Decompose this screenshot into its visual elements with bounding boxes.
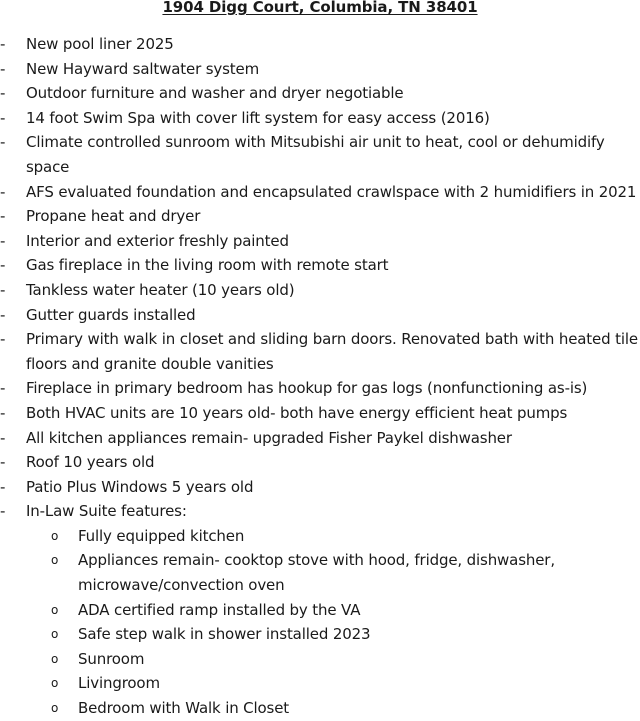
sub-list-item-text: ADA certified ramp installed by the VA: [78, 600, 361, 619]
features-list: [0, 32, 640, 721]
sub-list-item-text: Bedroom with Walk in Closet: [78, 699, 290, 718]
bullet-dash: -: [0, 133, 6, 152]
bullet-dash: -: [0, 330, 6, 349]
sub-bullet-circle: o: [51, 701, 59, 716]
list-item: [0, 499, 640, 720]
bullet-dash: -: [0, 108, 6, 127]
list-item: [0, 57, 640, 82]
list-item-text: AFS evaluated foundation and encapsulated crawlspace with 2 humidifiers in 2021: [26, 182, 637, 201]
bullet-dash: -: [0, 379, 6, 398]
list-item: [0, 130, 640, 179]
list-item: [0, 401, 640, 426]
sub-bullet-circle: o: [51, 553, 59, 568]
sub-bullet-circle: o: [51, 651, 59, 666]
sub-list-item: [0, 671, 640, 696]
list-item: [0, 81, 640, 106]
list-item-text: Interior and exterior freshly painted: [26, 231, 289, 250]
list-item-text: Primary with walk in closet and sliding barn doors. Renovated bath with heated tile floors and granite double vanities: [26, 330, 638, 373]
list-item: [0, 229, 640, 254]
list-item-text: Patio Plus Windows 5 years old: [26, 477, 254, 496]
bullet-dash: -: [0, 84, 6, 103]
sub-bullet-circle: o: [51, 676, 59, 691]
sub-bullet-circle: o: [51, 528, 59, 543]
bullet-dash: -: [0, 207, 6, 226]
bullet-dash: -: [0, 256, 6, 275]
bullet-dash: -: [0, 231, 6, 250]
list-item: [0, 180, 640, 205]
list-item: [0, 106, 640, 131]
list-item-text: Tankless water heater (10 years old): [26, 280, 295, 299]
sub-list-item-text: Sunroom: [78, 649, 145, 668]
bullet-dash: -: [0, 280, 6, 299]
list-item-text: Gutter guards installed: [26, 305, 196, 324]
list-item-text: Outdoor furniture and washer and dryer negotiable: [26, 84, 404, 103]
list-item-text: Propane heat and dryer: [26, 207, 201, 226]
list-item-text: 14 foot Swim Spa with cover lift system for easy access (2016): [26, 108, 490, 127]
sub-list-item-text: Appliances remain- cooktop stove with hood, fridge, dishwasher, microwave/convection oven: [78, 551, 555, 595]
document-title: 1904 Digg Court, Columbia, TN 38401: [162, 0, 478, 16]
list-item-text: Both HVAC units are 10 years old- both have energy efficient heat pumps: [26, 403, 568, 422]
list-item: [0, 327, 640, 376]
sub-list-item-text: Livingroom: [78, 674, 160, 693]
bullet-dash: -: [0, 59, 6, 78]
sub-list-item: [0, 647, 640, 672]
sub-list-item: [0, 622, 640, 647]
sub-list-item-text: Safe step walk in shower installed 2023: [78, 625, 371, 644]
list-item: [0, 450, 640, 475]
list-item: [0, 426, 640, 451]
list-item: [0, 475, 640, 500]
list-item-text: Climate controlled sunroom with Mitsubishi air unit to heat, cool or dehumidify space: [26, 133, 605, 176]
sub-bullet-circle: o: [51, 602, 59, 617]
bullet-dash: -: [0, 403, 6, 422]
list-item-text: Fireplace in primary bedroom has hookup for gas logs (nonfunctioning as-is): [26, 379, 588, 398]
list-item-text: New Hayward saltwater system: [26, 59, 260, 78]
bullet-dash: -: [0, 182, 6, 201]
list-item-text: All kitchen appliances remain- upgraded Fisher Paykel dishwasher: [26, 428, 512, 447]
list-item-text: New pool liner 2025: [26, 35, 174, 53]
in-law-suite-list: [26, 524, 640, 721]
bullet-dash: -: [0, 35, 6, 53]
sub-list-item-text: Fully equipped kitchen: [78, 526, 245, 545]
list-item: [0, 253, 640, 278]
bullet-dash: -: [0, 502, 6, 521]
list-item-text: Roof 10 years old: [26, 453, 155, 472]
sub-bullet-circle: o: [51, 627, 59, 642]
bullet-dash: -: [0, 453, 6, 472]
bullet-dash: -: [0, 305, 6, 324]
bullet-dash: -: [0, 477, 6, 496]
list-item: [0, 303, 640, 328]
sub-list-item: [0, 548, 640, 597]
bullet-dash: -: [0, 428, 6, 447]
list-item-text: In-Law Suite features:: [26, 502, 187, 521]
list-item-text: Gas fireplace in the living room with remote start: [26, 256, 389, 275]
list-item: [0, 278, 640, 303]
sub-list-item: [0, 598, 640, 623]
list-item: [0, 376, 640, 401]
sub-list-item: [0, 524, 640, 549]
list-item: [0, 32, 640, 57]
list-item: [0, 204, 640, 229]
